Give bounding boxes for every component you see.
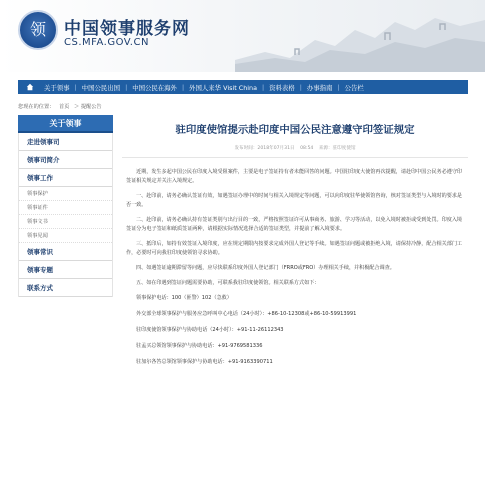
sidebar-item-topics[interactable]: 领事专题 xyxy=(19,261,112,279)
sidebar-item-knowledge[interactable]: 领事常识 xyxy=(19,243,112,261)
article-meta xyxy=(122,145,468,158)
breadcrumb-home[interactable]: 首页 xyxy=(58,104,70,110)
nav-separator: | xyxy=(299,83,302,91)
site-title[interactable]: 中国领事服务网 xyxy=(64,19,190,39)
nav-separator: | xyxy=(125,83,128,91)
contact-line: 驻加尔各答总领馆领事保护与协助电话：+91-9163390711 xyxy=(136,359,273,365)
nav-item-guide[interactable]: 办事指南 xyxy=(306,83,333,92)
sidebar-item-contact[interactable]: 联系方式 xyxy=(19,279,112,297)
site-header xyxy=(0,0,485,72)
article-paragraph: 三、抵印后，如持有效签证入境印度，应在规定期限内按要求完成外国人登记等手续。如遇签证问题或被拒绝入境，请保持冷静，配合相关部门工作，必要时可向我驻印度使领馆寻求协助。 xyxy=(126,241,463,256)
article-paragraph: 一、赴印前，请务必确认签证有效，如遇签证办理中的时间与相关入境规定等问题，可以向印度驻华使领馆咨询，核对签证类型与入境时的要求是否一致。 xyxy=(126,193,463,208)
contact-line: 领事保护电话：100（匪警）102（急救） xyxy=(136,295,232,301)
sidebar-item-intro-dept[interactable]: 走进领事司 xyxy=(19,133,112,151)
nav-home[interactable] xyxy=(22,83,40,91)
sidebar-header: 关于领事 xyxy=(18,115,113,133)
nav-separator: | xyxy=(262,83,265,91)
nav-item-visit-china[interactable]: 外国人来华 Visit China xyxy=(189,83,257,92)
nav-item-overseas[interactable]: 中国公民在海外 xyxy=(132,83,177,92)
sidebar-subitem-papers[interactable]: 领事文书 xyxy=(19,215,112,229)
sidebar-subitem-documents[interactable]: 领事证件 xyxy=(19,201,112,215)
article xyxy=(122,115,468,374)
nav-item-forms[interactable]: 资料表格 xyxy=(269,83,295,92)
nav-item-notices[interactable]: 公告栏 xyxy=(344,83,364,92)
breadcrumb-notices[interactable]: ＞ 提醒公告 xyxy=(74,104,102,110)
contact-line: 外交部全球领事保护与服务应急呼叫中心电话（24小时）：+86-10-12308或+86-10-59913991 xyxy=(136,311,357,317)
sidebar-item-dept-profile[interactable]: 领事司简介 xyxy=(19,151,112,169)
site-domain: CS.MFA.GOV.CN xyxy=(64,37,149,48)
contact-line: 驻印度使馆领事保护与协助电话（24小时）：+91-11-26112343 xyxy=(136,327,284,333)
sidebar-item-consular-work[interactable]: 领事工作 xyxy=(19,169,112,187)
article-paragraph: 四、如遇签证逾期滞留等问题，应尽快联系印度外国人登记部门（FRRO或FRO）办理相关手续，并积极配合调查。 xyxy=(136,265,395,271)
home-icon xyxy=(26,83,34,91)
sidebar-subitem-stories[interactable]: 领事见闻 xyxy=(19,229,112,243)
main-nav xyxy=(18,80,468,94)
breadcrumb xyxy=(18,103,105,110)
sidebar-list xyxy=(18,133,113,297)
article-paragraph: 五、如在印遇到签证问题需要协助，可联系我驻印度使领馆。相关联系方式如下： xyxy=(136,280,320,286)
consular-emblem-icon[interactable]: 领 xyxy=(18,10,58,50)
article-time: 08:54 xyxy=(300,146,314,151)
article-paragraph: 近期，发生多起中国公民在印度入境受阻案件，主要是电子签证持有者未能回答的问题。中国驻印度大使馆再次提醒，请赴印中国公民务必遵守印签证相关规定并关注入境规定。 xyxy=(126,169,463,184)
article-source: 来源：驻印度使馆 xyxy=(318,146,356,151)
nav-separator: | xyxy=(337,83,340,91)
article-title: 驻印度使馆提示赴印度中国公民注意遵守印签证规定 xyxy=(175,124,415,136)
article-date: 发布时间：2018年07月31日 xyxy=(234,146,295,151)
contact-line: 驻孟买总领馆领事保护与协助电话：+91-9769581336 xyxy=(136,343,263,349)
great-wall-banner xyxy=(235,0,485,72)
nav-separator: | xyxy=(181,83,185,91)
breadcrumb-prefix: 您现在的位置： xyxy=(18,104,55,110)
nav-item-about[interactable]: 关于领事 xyxy=(44,83,70,92)
nav-separator: | xyxy=(74,83,77,91)
sidebar-subitem-protection[interactable]: 领事保护 xyxy=(19,187,112,201)
article-paragraph: 二、赴印前，请务必确认持有签证类别与出行目的一致，严格按照签证许可从事商务、旅游、学习等活动，以免入境时被拒或受到处罚。印度入境签证分为电子签证和纸质签证两种，请根据实际情况选择合适的签证类型，并提前了解入境要求。 xyxy=(126,217,463,232)
nav-item-going-abroad[interactable]: 中国公民出国 xyxy=(81,83,121,92)
sidebar xyxy=(18,115,113,297)
article-body xyxy=(122,168,468,367)
